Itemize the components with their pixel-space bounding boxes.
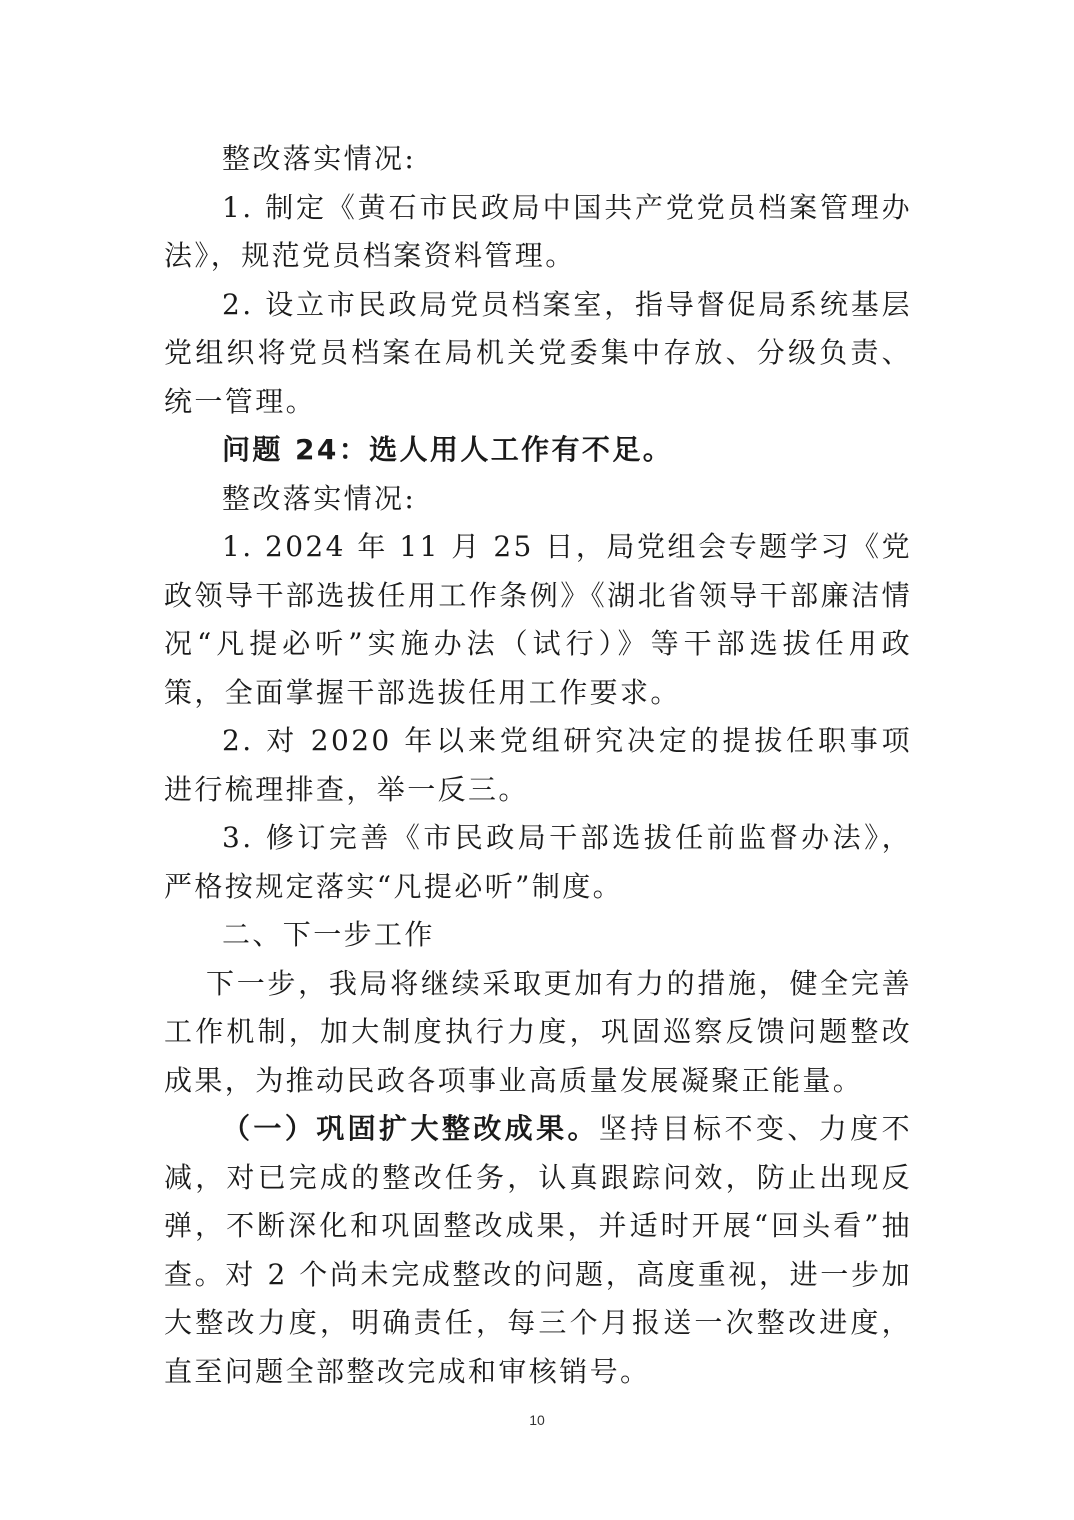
rectification-status-label: 整改落实情况: xyxy=(222,142,417,175)
next-step-paragraph: 下一步，我局将继续采取更加有力的措施，健全完善工作机制，加大制度执行力度，巩固巡察反馈问题整改成果，为推动民政各项事业高质量发展凝聚正能量。 xyxy=(164,966,912,1097)
document-body xyxy=(164,135,912,1396)
rectification-item-5: 3. 修订完善《市民政局干部选拔任前监督办法》，严格按规定落实“凡提必听”制度。 xyxy=(164,821,912,903)
page-number: 10 xyxy=(529,1412,545,1428)
issue-24-heading: 问题 24：选人用人工作有不足。 xyxy=(222,433,674,466)
section-two-heading: 二、下一步工作 xyxy=(222,918,435,951)
rectification-item-3: 1. 2024 年 11 月 25 日，局党组会专题学习《党政领导干部选拔任用工作条例》《湖北省领导干部廉洁情况“凡提必听”实施办法（试行）》等干部选拔任用政策，全面掌握干部选拔任用工作要求。 xyxy=(164,530,912,709)
rectification-item-2: 2. 设立市民政局党员档案室，指导督促局系统基层党组织将党员档案在局机关党委集中存放、分级负责、统一管理。 xyxy=(164,287,912,418)
rectification-item-4: 2. 对 2020 年以来党组研究决定的提拔任职事项进行梳理排查，举一反三。 xyxy=(164,724,912,806)
consolidate-lead: （一）巩固扩大整改成果。 xyxy=(222,1112,599,1145)
consolidate-body: 坚持目标不变、力度不减，对已完成的整改任务，认真跟踪问效，防止出现反弹，不断深化和巩固整改成果，并适时开展“回头看”抽查。对 2 个尚未完成整改的问题，高度重视，进一步加大整改力度，明确责任，每三个月报送一次整改进度，直至问题全部整改完成和审核销号。 xyxy=(164,1112,912,1388)
rectification-item-1: 1. 制定《黄石市民政局中国共产党党员档案管理办法》，规范党员档案资料管理。 xyxy=(164,190,912,272)
rectification-status-label-2: 整改落实情况: xyxy=(222,481,417,515)
consolidate-paragraph xyxy=(164,1105,912,1396)
